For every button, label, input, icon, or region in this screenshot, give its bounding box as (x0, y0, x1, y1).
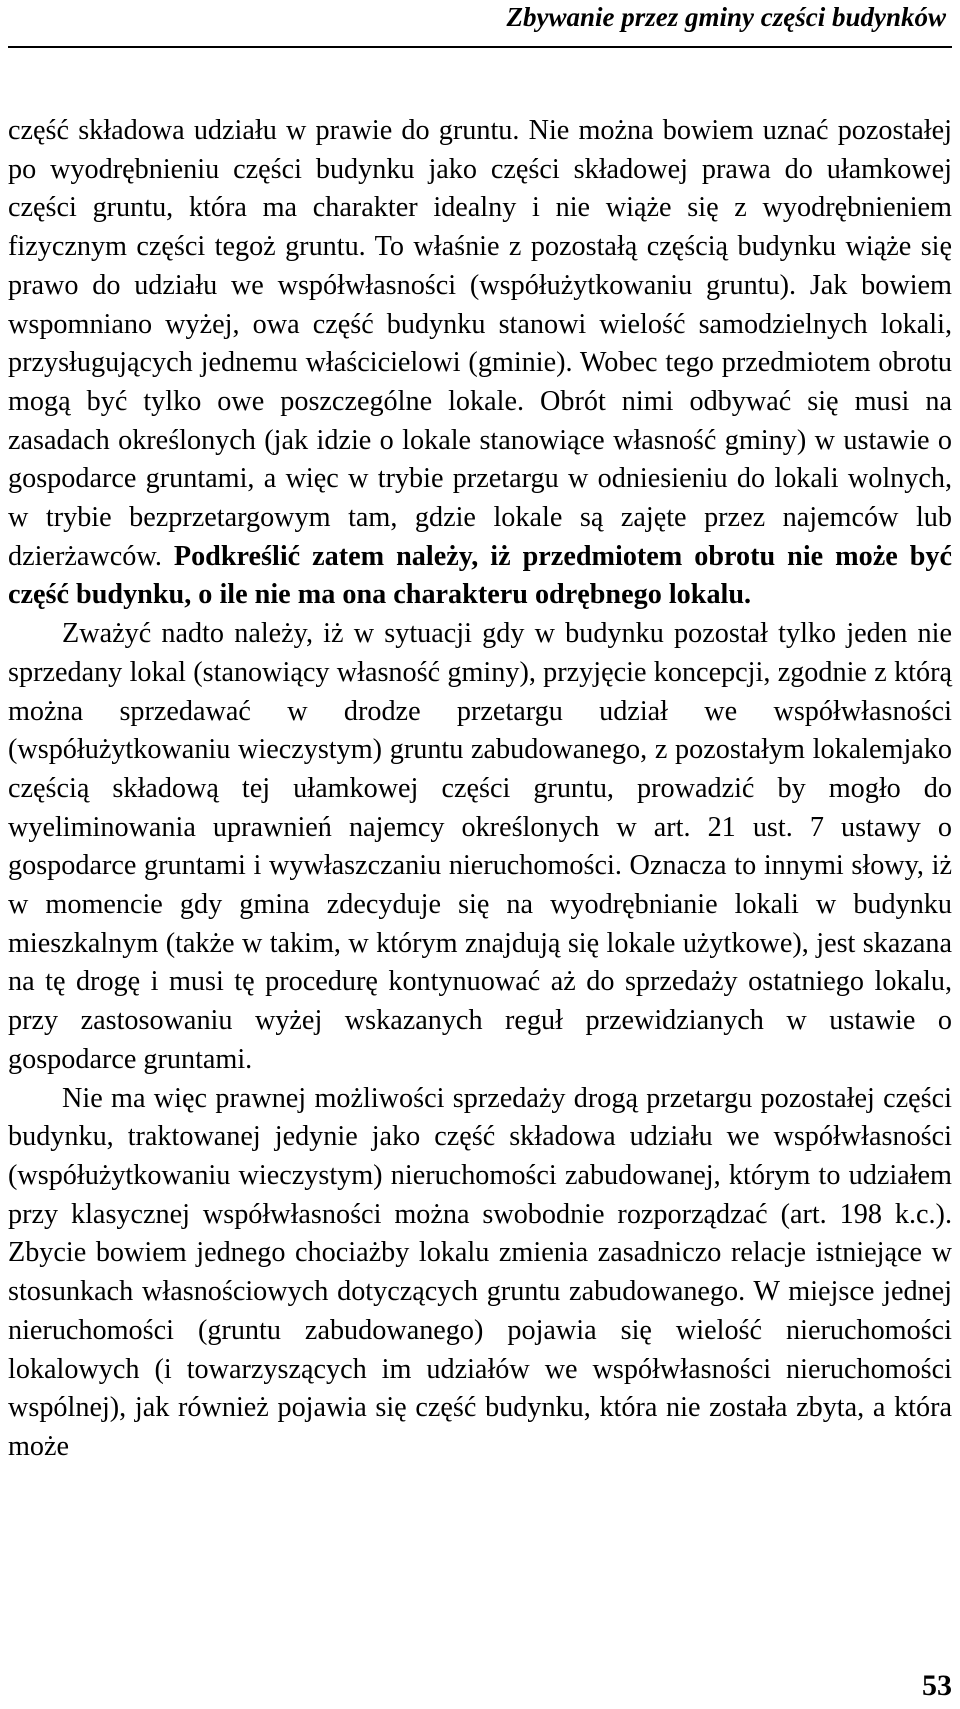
header-rule (8, 46, 952, 48)
paragraph-1-emphasis: Podkreślić zatem należy, iż przedmiotem obrotu nie może być część budynku, o ile nie ma ona charakteru odrębnego lokalu. (8, 540, 953, 611)
paragraph-1 (8, 112, 952, 615)
paragraph-1-text: część składowa udziału w prawie do gruntu. Nie można bowiem uznać pozostałej po wyodrębnieniu części budynku jako części składowej prawa do ułamkowej części gruntu, która ma charakter idealny i nie wiąże się z wyodrębnieniem fizycznym części tegoż gruntu. To właśnie z pozostałą częścią budynku wiąże się prawo do udziału we współwłasności (współużytkowaniu gruntu). Jak bowiem wspomniano wyżej, owa część budynku stanowi wielość samodzielnych lokali, przysługujących jednemu właścicielowi (gminie). Wobec tego przedmiotem obrotu mogą być tylko owe poszczególne lokale. Obrót nimi odbywać się musi na zasadach określonych (jak idzie o lokale stanowiące własność gminy) w ustawie o gospodarce gruntami, a więc w trybie przetargu w odniesieniu do lokali wolnych, w trybie bezprzetargowym tam, gdzie lokale są zajęte przez najemców lub dzierżawców. (8, 115, 952, 572)
paragraph-2: Zważyć nadto należy, iż w sytuacji gdy w budynku pozostał tylko jeden nie sprzedany lokal (stanowiący własność gminy), przyjęcie koncepcji, zgodnie z którą można sprzedawać w drodze przetargu udział we współwłasności (współużytkowaniu wieczystym) gruntu zabudowanego, z pozostałym lokalemjako częścią składową tej ułamkowej części gruntu, prowadzić by mogło do wyeliminowania uprawnień najemcy określonych w art. 21 ust. 7 ustawy o gospodarce gruntami i wywłaszczaniu nieruchomości. Oznacza to innymi słowy, iż w momencie gdy gmina zdecyduje się na wyodrębnianie lokali w budynku mieszkalnym (także w takim, w którym znajdują się lokale użytkowe), jest skazana na tę drogę i musi tę procedurę kontynuować aż do sprzedaży ostatniego lokalu, przy zastosowaniu wyżej wskazanych reguł przewidzianych w ustawie o gospodarce gruntami. (8, 618, 952, 1075)
body-text (8, 112, 952, 1467)
paragraph-3: Nie ma więc prawnej możliwości sprzedaży drogą przetargu pozostałej części budynku, traktowanej jedynie jako część składowa udziału we współwłasności (współużytkowaniu wieczystym) nieruchomości zabudowanej, którym to udziałem przy klasycznej współwłasności można swobodnie rozporządzać (art. 198 k.c.). Zbycie bowiem jednego chociażby lokalu zmienia zasadniczo relacje istniejące w stosunkach własnościowych dotyczących gruntu zabudowanego. W miejsce jednej nieruchomości (gruntu zabudowanego) pojawia się wielość nieruchomości lokalowych (i towarzyszących im udziałów we współwłasności nieruchomości wspólnej), jak również pojawia się część budynku, która nie została zbyta, a która może (8, 1082, 952, 1462)
running-header: Zbywanie przez gminy części budynków (506, 2, 946, 32)
page-number: 53 (922, 1669, 952, 1702)
